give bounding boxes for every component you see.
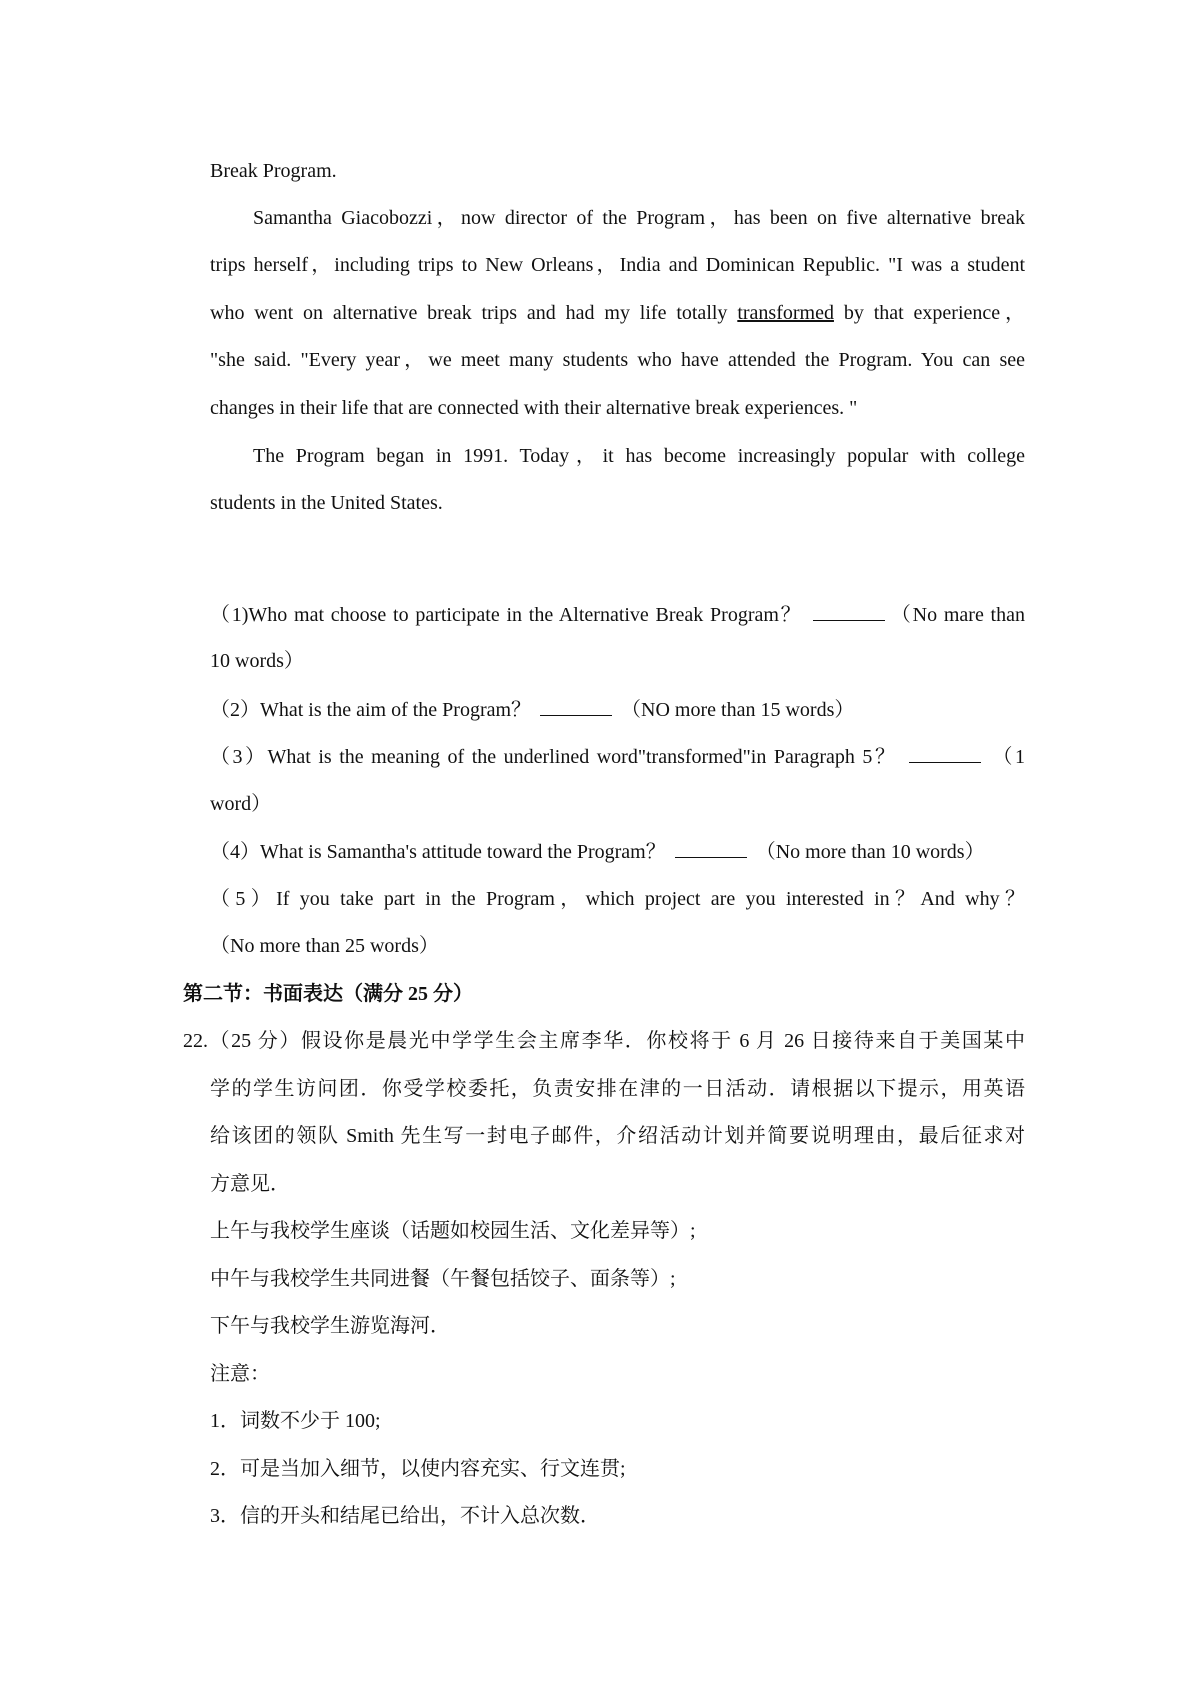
question-text: （4）What is Samantha's attitude toward the Program？ — [210, 841, 666, 863]
prompt-item: 下午与我校学生游览海河． — [210, 1315, 450, 1337]
word-limit: （No more than 25 words） — [210, 935, 439, 957]
question-text: （1)Who mat choose to participate in the Alternative Break Program？ — [210, 604, 803, 626]
question-22-line: 方意见． — [210, 1173, 290, 1195]
question-22-line: 学的学生访问团．你受学校委托，负责安排在津的一日活动．请根据以下提示，用英语 — [210, 1078, 1025, 1100]
question-text: （2）What is the aim of the Program？ — [210, 699, 532, 721]
answer-blank[interactable] — [675, 837, 747, 858]
prompt-item: 上午与我校学生座谈（话题如校园生活、文化差异等）; — [210, 1220, 696, 1242]
passage-line: trips herself，including trips to New Orleans，India and Dominican Republic. "I was a student — [210, 254, 1025, 276]
text-segment: by that experience， — [843, 302, 1026, 324]
notes-label: 注意： — [210, 1363, 270, 1385]
underlined-word: transformed — [737, 302, 834, 324]
prompt-item: 中午与我校学生共同进餐（午餐包括饺子、面条等）; — [210, 1268, 676, 1290]
word-limit: word） — [210, 793, 272, 815]
word-limit: （No mare than — [889, 604, 1025, 626]
passage-line: The Program began in 1991. Today，it has become increasingly popular with college — [253, 445, 1025, 467]
question-22-line: 22.（25 分）假设你是晨光中学学生会主席李华．你校将于 6 月 26 日接待来自于美国某中 — [183, 1030, 1025, 1052]
answer-blank[interactable] — [909, 742, 981, 763]
question-1 — [210, 600, 1025, 628]
word-limit: 10 words） — [210, 650, 304, 672]
text-segment: who went on alternative break trips and had my life totally — [210, 302, 728, 324]
question-22-line: 给该团的领队 Smith 先生写一封电子邮件，介绍活动计划并简要说明理由，最后征求对 — [210, 1125, 1025, 1147]
passage-line: Break Program. — [210, 160, 337, 182]
note-item: 2．可是当加入细节，以使内容充实、行文连贯; — [210, 1458, 626, 1480]
section-heading: 第二节：书面表达（满分 25 分） — [183, 983, 473, 1005]
question-2 — [210, 695, 1025, 723]
word-limit: （No more than 10 words） — [755, 841, 985, 863]
word-limit: （1 — [992, 746, 1026, 768]
question-text: （3）What is the meaning of the underlined word"transformed"in Paragraph 5？ — [210, 746, 898, 768]
question-4 — [210, 837, 1025, 865]
word-limit: （NO more than 15 words） — [621, 699, 855, 721]
question-3 — [210, 742, 1025, 770]
answer-blank[interactable] — [540, 695, 612, 716]
passage-line: Samantha Giacobozzi，now director of the Program，has been on five alternative break — [253, 207, 1025, 229]
question-5: （5）If you take part in the Program，which project are you interested in？And why？ — [210, 888, 1025, 910]
passage-line — [210, 299, 1025, 327]
answer-blank[interactable] — [813, 600, 885, 621]
passage-line: students in the United States. — [210, 492, 443, 514]
note-item: 3．信的开头和结尾已给出，不计入总次数． — [210, 1505, 600, 1527]
note-item: 1．词数不少于 100; — [210, 1410, 381, 1432]
passage-line: changes in their life that are connected with their alternative break experiences. " — [210, 397, 858, 419]
passage-line: "she said. "Every year，we meet many students who have attended the Program. You can see — [210, 349, 1025, 371]
